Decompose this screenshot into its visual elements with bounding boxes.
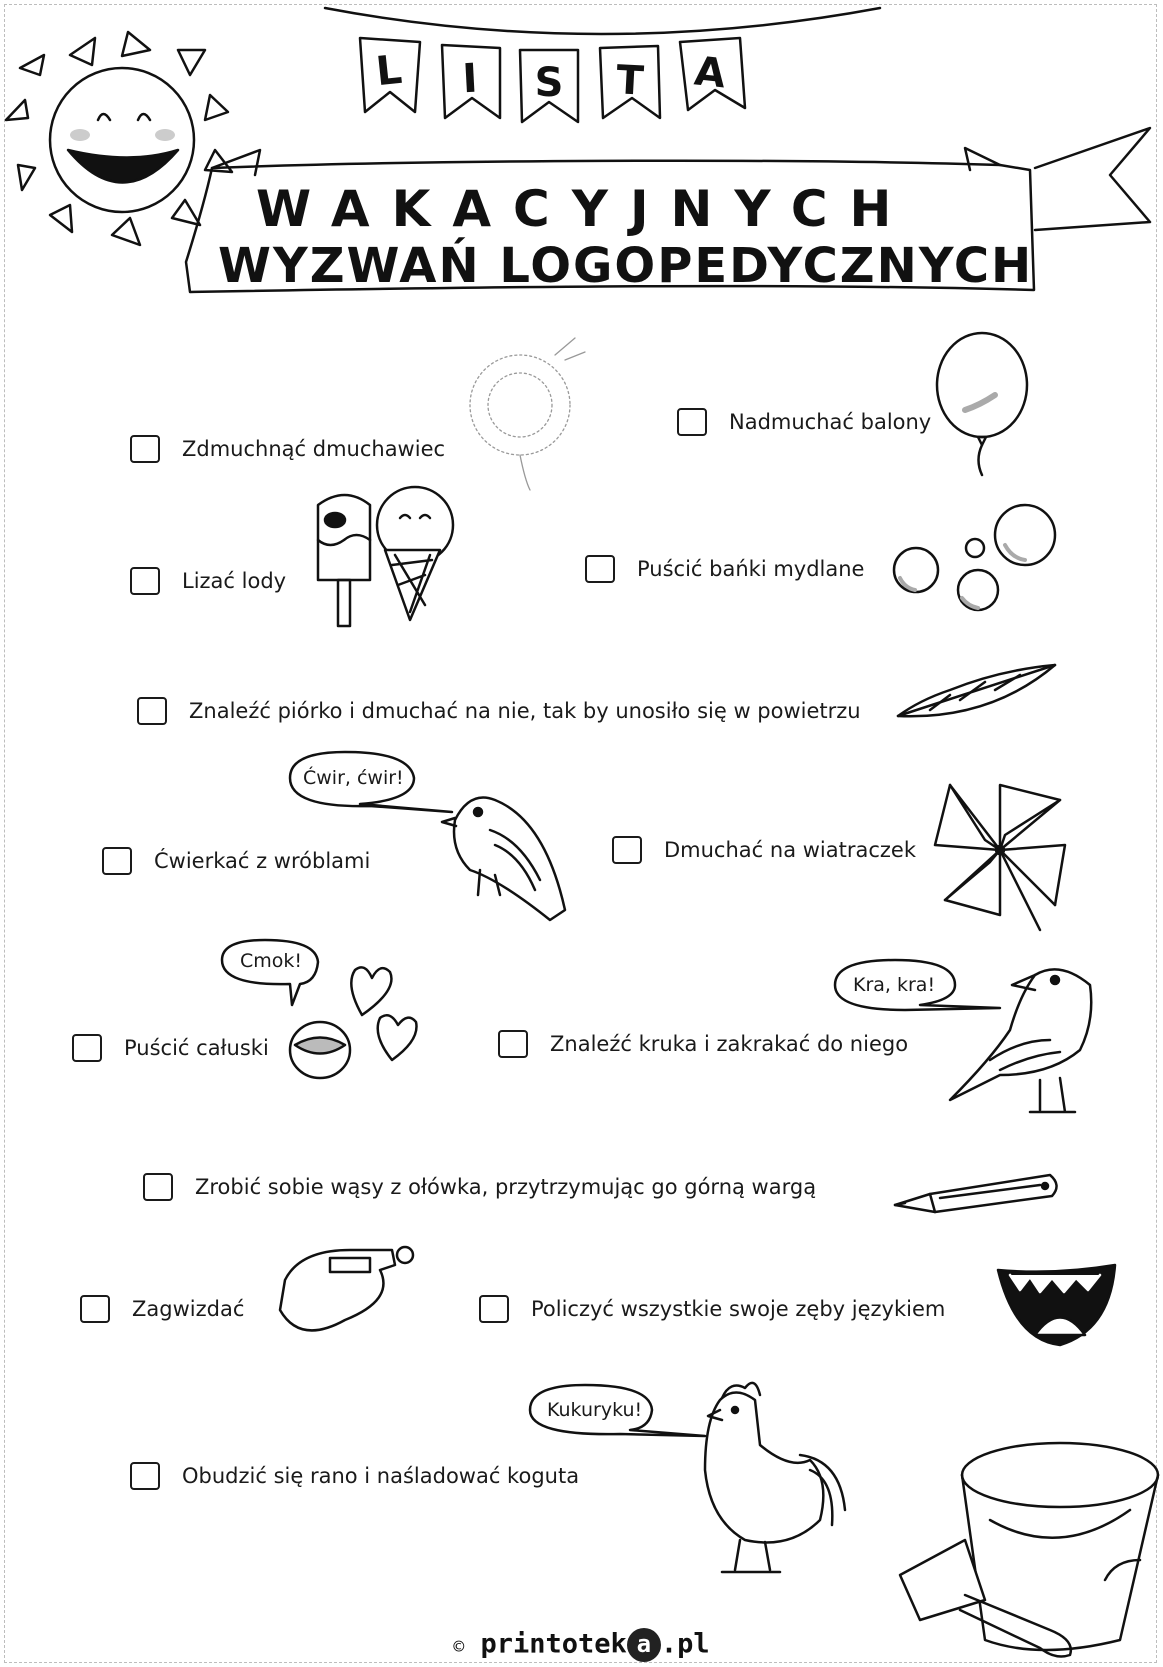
brand-text-end: .pl <box>660 1628 710 1660</box>
brand-circle-letter: a <box>627 1628 661 1662</box>
copyright-symbol: © <box>453 1636 465 1658</box>
teeth-mouth-icon <box>998 1265 1115 1345</box>
speech-bubble-sparrow-text: Ćwir, ćwir! <box>303 767 404 789</box>
bunting-string <box>325 8 880 34</box>
task-zdmuchnac-dmuchawiec[interactable] <box>130 435 445 463</box>
ice-cream-cone-icon <box>377 487 453 620</box>
bucket-icon <box>962 1443 1158 1650</box>
task-nadmuchac-balony[interactable] <box>677 408 931 436</box>
hearts-icon <box>351 967 416 1060</box>
popsicle-icon <box>318 495 370 626</box>
dandelion-icon <box>470 338 585 490</box>
task-label: Lizać lody <box>182 569 287 593</box>
checkbox[interactable] <box>498 1030 528 1058</box>
ribbon-fold-right <box>965 148 1000 170</box>
task-label: Zrobić sobie wąsy z ołówka, przytrzymując go górną wargą <box>195 1175 817 1199</box>
task-znalezc-kruka[interactable] <box>498 1030 908 1058</box>
task-obudzic-sie[interactable] <box>130 1462 579 1490</box>
task-label: Puścić całuski <box>124 1036 269 1060</box>
ribbon-tail-right <box>1035 128 1150 230</box>
task-zagwizdac[interactable] <box>80 1295 244 1323</box>
title-line-1: WAKACYJNYCH <box>256 180 914 238</box>
checkbox[interactable] <box>102 847 132 875</box>
raven-icon <box>950 969 1091 1112</box>
checkbox[interactable] <box>585 555 615 583</box>
pencil-icon <box>895 1175 1057 1212</box>
task-puscic-banki[interactable] <box>585 555 864 583</box>
checkbox[interactable] <box>137 697 167 725</box>
task-label: Znaleźć piórko i dmuchać na nie, tak by unosiło się w powietrzu <box>189 699 861 723</box>
flag-letter-5: A <box>692 48 728 98</box>
task-label: Zdmuchnąć dmuchawiec <box>182 437 446 461</box>
task-label: Puścić bańki mydlane <box>637 557 865 581</box>
pinwheel-icon <box>935 785 1065 930</box>
sun-icon <box>6 32 232 245</box>
task-label: Zagwizdać <box>132 1297 245 1321</box>
brand-text-start: printotek <box>480 1628 627 1660</box>
flag-letter-4: T <box>615 57 645 105</box>
checkbox[interactable] <box>130 435 160 463</box>
balloon-icon <box>937 333 1027 475</box>
task-label: Znaleźć kruka i zakrakać do niego <box>550 1032 909 1056</box>
checkbox[interactable] <box>143 1173 173 1201</box>
soap-bubbles-icon <box>894 505 1055 610</box>
speech-bubble-rooster-text: Kukuryku! <box>547 1399 643 1421</box>
task-lizac-lody[interactable] <box>130 567 286 595</box>
task-znalezc-piorko[interactable] <box>137 697 861 725</box>
task-zrobic-wasy[interactable] <box>143 1173 816 1201</box>
title-line-2: WYZWAŃ LOGOPEDYCZNYCH <box>218 238 1034 294</box>
task-label: Obudzić się rano i naśladować koguta <box>182 1464 580 1488</box>
task-puscic-caluski[interactable] <box>72 1034 269 1062</box>
checkbox[interactable] <box>130 567 160 595</box>
task-policzyc-zeby[interactable] <box>479 1295 945 1323</box>
task-label: Dmuchać na wiatraczek <box>664 838 916 862</box>
footer-brand <box>0 1628 1163 1662</box>
checkbox[interactable] <box>479 1295 509 1323</box>
task-cwierkac[interactable] <box>102 847 370 875</box>
lips-icon <box>290 1022 350 1078</box>
task-dmuchac-wiatraczek[interactable] <box>612 836 916 864</box>
rooster-icon <box>705 1383 845 1572</box>
flag-letter-1: L <box>373 46 405 96</box>
checkbox[interactable] <box>80 1295 110 1323</box>
feather-icon <box>898 665 1055 716</box>
task-label: Ćwierkać z wróblami <box>154 849 371 873</box>
checkbox[interactable] <box>130 1462 160 1490</box>
checkbox[interactable] <box>612 836 642 864</box>
speech-bubble-kiss-text: Cmok! <box>240 950 303 972</box>
task-label: Policzyć wszystkie swoje zęby językiem <box>531 1297 946 1321</box>
task-label: Nadmuchać balony <box>729 410 932 434</box>
whistle-icon <box>280 1247 413 1330</box>
checkbox[interactable] <box>677 408 707 436</box>
sparrow-icon <box>442 798 565 921</box>
checkbox[interactable] <box>72 1034 102 1062</box>
flag-letter-2: I <box>461 55 479 103</box>
speech-bubble-raven-text: Kra, kra! <box>853 974 936 996</box>
flag-letter-3: S <box>534 60 564 106</box>
